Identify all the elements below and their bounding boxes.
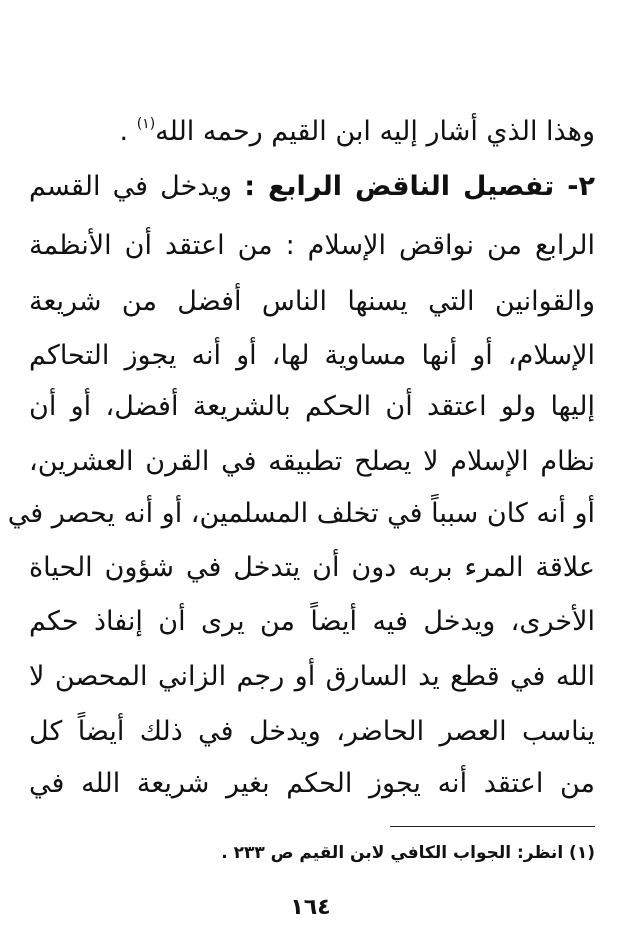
text-line-8: أو أنه كان سبباً في تخلف المسلمين، أو أنه يحصر في bbox=[7, 498, 595, 529]
text-line-7: نظام الإسلام لا يصلح تطبيقه في القرن العشرين، bbox=[29, 446, 595, 477]
text-line-13: من اعتقد أنه يجوز الحكم بغير شريعة الله في bbox=[29, 768, 595, 799]
line-2-text: ويدخل في القسم bbox=[29, 171, 245, 202]
text-line-6: إليها ولو اعتقد أن الحكم بالشريعة أفضل، أو أن bbox=[29, 391, 595, 422]
text-line-4: والقوانين التي يسنها الناس أفضل من شريعة bbox=[29, 286, 595, 317]
footnote-reference: (١) bbox=[136, 116, 156, 132]
footnote-separator bbox=[390, 826, 595, 827]
text-line-5: الإسلام، أو أنها مساوية لها، أو أنه يجوز التحاكم bbox=[29, 340, 595, 371]
line-1-text: وهذا الذي أشار إليه ابن القيم رحمه الله bbox=[155, 116, 595, 147]
page-number: ١٦٤ bbox=[290, 895, 331, 920]
text-line-10: الأخرى، ويدخل فيه أيضاً من يرى أن إنفاذ حكم bbox=[29, 606, 595, 637]
text-line-12: يناسب العصر الحاضر، ويدخل في ذلك أيضاً كل bbox=[29, 716, 595, 747]
line-1-end: . bbox=[119, 116, 137, 147]
text-line-3: الرابع من نواقض الإسلام : من اعتقد أن الأنظمة bbox=[29, 230, 595, 261]
section-heading: ٢- تفصيل الناقض الرابع : bbox=[244, 171, 595, 202]
text-line-9: علاقة المرء بربه دون أن يتدخل في شؤون الحياة bbox=[29, 552, 595, 583]
text-line-2 bbox=[29, 165, 595, 209]
footnote: (١) انظر: الجواب الكافي لابن القيم ص ٢٣٣ . bbox=[221, 843, 595, 863]
text-line-11: الله في قطع يد السارق أو رجم الزاني المحصن لا bbox=[29, 661, 595, 692]
text-line-1 bbox=[29, 102, 595, 154]
